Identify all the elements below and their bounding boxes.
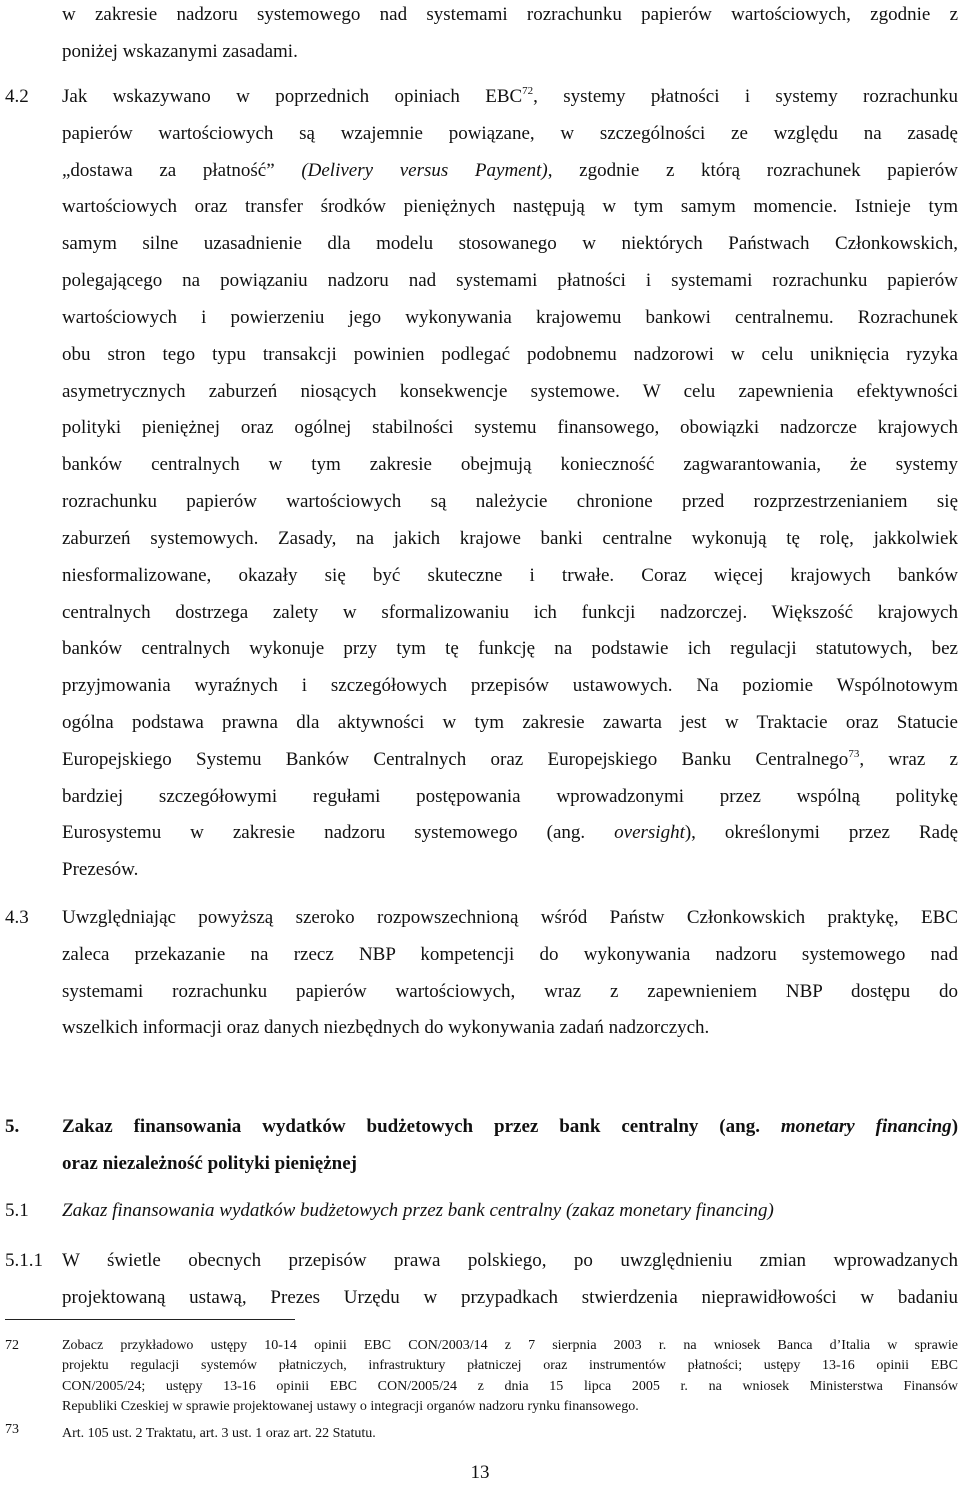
section-number: 5.1.1 bbox=[5, 1250, 43, 1271]
paragraph-line: ogólna podstawa prawna dla aktywności w tym zakresie zawarta jest w Traktacie oraz Statucie bbox=[62, 712, 958, 733]
footnote-line: Republiki Czeskiej w sprawie projektowanej ustawy o integracji organów nadzoru rynku finansowego. bbox=[62, 1399, 639, 1414]
paragraph-line: centralnych dostrzega zalety w sformalizowaniu ich funkcji nadzorczej. Większość krajowych bbox=[62, 602, 958, 623]
footnote-line: Zobacz przykładowo ustępy 10-14 opinii EBC CON/2003/14 z 7 sierpnia 2003 r. na wniosek Banca d’Italia w sprawie bbox=[62, 1338, 958, 1353]
paragraph-line: projektowaną ustawą, Prezes Urzędu w przypadkach stwierdzenia nieprawidłowości w badaniu bbox=[62, 1287, 958, 1308]
paragraph-line: papierów wartościowych są wzajemnie powiązane, w szczególności ze względu na zasadę bbox=[62, 123, 958, 144]
section-number: 5.1 bbox=[5, 1200, 29, 1221]
paragraph-line: Jak wskazywano w poprzednich opiniach EBC$^{72}$, systemy płatności i systemy rozrachunku bbox=[62, 85, 959, 107]
section-number: 4.3 bbox=[5, 907, 29, 928]
footnote-line: projektu regulacji systemów płatniczych, infrastruktury płatniczej oraz instrumentów płatności; ustępy 13-16 opinii EBC bbox=[62, 1358, 958, 1373]
paragraph-line: wszelkich informacji oraz danych niezbędnych do wykonywania zadań nadzorczych. bbox=[62, 1017, 710, 1038]
footnote-number: 73 bbox=[5, 1422, 19, 1437]
paragraph-line: rozrachunku papierów wartościowych są należycie chronione przed rozprzestrzenianiem się bbox=[62, 491, 958, 512]
paragraph-line: w zakresie nadzoru systemowego nad systemami rozrachunku papierów wartościowych, zgodnie z bbox=[62, 4, 958, 25]
paragraph-line: Europejskiego Systemu Banków Centralnych oraz Europejskiego Banku Centralnego$^{73}$, wraz z bbox=[62, 748, 958, 770]
paragraph-line: wartościowych oraz transfer środków pieniężnych następują w tym samym momencie. Istnieje tym bbox=[62, 196, 958, 217]
paragraph-line: zaleca przekazanie na rzecz NBP kompetencji do wykonywania nadzoru systemowego nad bbox=[62, 944, 958, 965]
paragraph-line: bardziej szczegółowymi regułami postępowania wprowadzonymi przez wspólną politykę bbox=[62, 786, 958, 807]
section-heading: oraz niezależność polityki pieniężnej bbox=[62, 1153, 357, 1174]
subsection-heading: Zakaz finansowania wydatków budżetowych przez bank centralny (zakaz monetary financing) bbox=[62, 1200, 774, 1221]
footnote-ref[interactable]: 73 bbox=[848, 748, 860, 760]
paragraph-line: zaburzeń systemowych. Zasady, na jakich krajowe banki centralne wykonują tę rolę, jakkolwiek bbox=[62, 528, 958, 549]
paragraph-line: przyjmowania wyraźnych i szczegółowych przepisów ustawowych. Na poziomie Wspólnotowym bbox=[62, 675, 958, 696]
footnote-ref[interactable]: 72 bbox=[522, 85, 534, 97]
paragraph-line: samym silne uzasadnienie dla modelu stosowanego w niektórych Państwach Członkowskich, bbox=[62, 233, 958, 254]
paragraph-line: Eurosystemu w zakresie nadzoru systemowego (ang. oversight), określonymi przez Radę bbox=[62, 822, 959, 843]
footnote-number: 72 bbox=[5, 1338, 19, 1353]
paragraph-line: Prezesów. bbox=[62, 859, 139, 880]
footnote-separator bbox=[5, 1319, 295, 1320]
section-number: 4.2 bbox=[5, 86, 29, 107]
paragraph-line: niesformalizowane, okazały się być skuteczne i trwałe. Coraz więcej krajowych banków bbox=[62, 565, 958, 586]
paragraph-line: „dostawa za płatność” (Delivery versus Payment), zgodnie z którą rozrachunek papierów bbox=[62, 160, 959, 181]
paragraph-line: poniżej wskazanymi zasadami. bbox=[62, 41, 298, 62]
footnote-line: CON/2005/24; ustępy 13-16 opinii EBC CON/2005/24 z dnia 15 lipca 2005 r. na wniosek Ministerstwa Finansów bbox=[62, 1379, 958, 1394]
paragraph-line: polityki pieniężnej oraz ogólnej stabilności systemu finansowego, obowiązki nadzorcze krajowych bbox=[62, 417, 958, 438]
heading-number: 5. bbox=[5, 1116, 20, 1137]
paragraph-line: systemami rozrachunku papierów wartościowych, wraz z zapewnieniem NBP dostępu do bbox=[62, 981, 958, 1002]
footnote-line: Art. 105 ust. 2 Traktatu, art. 3 ust. 1 oraz art. 22 Statutu. bbox=[62, 1426, 376, 1441]
paragraph-line: asymetrycznych zaburzeń niosących konsekwencje systemowe. W celu zapewnienia efektywności bbox=[62, 381, 958, 402]
paragraph-line: banków centralnych w tym zakresie obejmują konieczność zagwarantowania, że systemy bbox=[62, 454, 958, 475]
paragraph-line: wartościowych i powierzeniu jego wykonywania krajowemu bankowi centralnemu. Rozrachunek bbox=[62, 307, 958, 328]
paragraph-line: W świetle obecnych przepisów prawa polskiego, po uwzględnieniu zmian wprowadzanych bbox=[62, 1250, 958, 1271]
page-number: 13 bbox=[470, 1462, 490, 1483]
paragraph-line: obu stron tego typu transakcji powinien podlegać podobnemu nadzorowi w celu uniknięcia ryzyka bbox=[62, 344, 958, 365]
paragraph-line: Uwzględniając powyższą szeroko rozpowszechnioną wśród Państw Członkowskich praktykę, EBC bbox=[62, 907, 958, 928]
paragraph-line: polegającego na powiązaniu nadzoru nad systemami płatności i systemami rozrachunku papierów bbox=[62, 270, 958, 291]
section-heading: Zakaz finansowania wydatków budżetowych przez bank centralny (ang. monetary financing) bbox=[62, 1116, 959, 1137]
paragraph-line: banków centralnych wykonuje przy tym tę funkcję na podstawie ich regulacji statutowych, bez bbox=[62, 638, 958, 659]
